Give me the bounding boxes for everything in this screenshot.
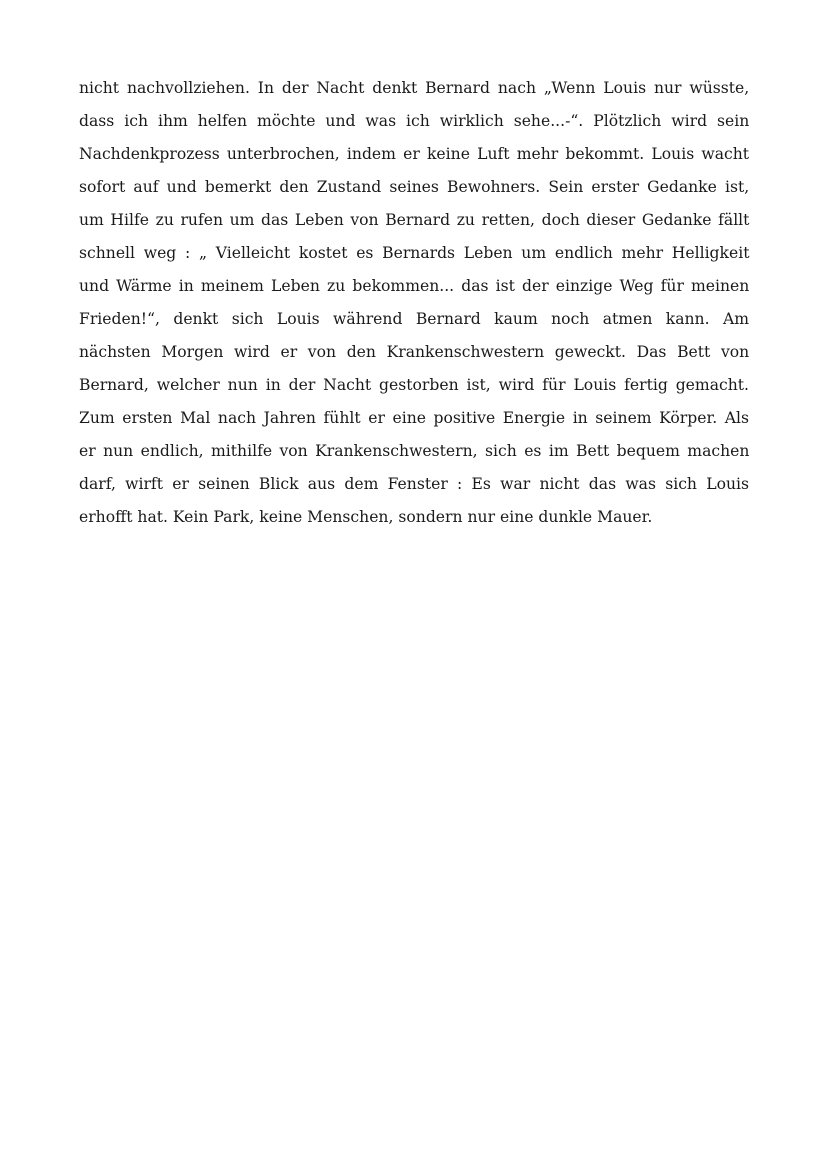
text-line: um Hilfe zu rufen um das Leben von Bernard zu retten, doch dieser Gedanke fällt	[79, 211, 750, 229]
text-line: er nun endlich, mithilfe von Krankenschwestern, sich es im Bett bequem machen	[79, 442, 750, 460]
text-line: sofort auf und bemerkt den Zustand seines Bewohners. Sein erster Gedanke ist,	[79, 178, 750, 196]
text-line: Frieden!“, denkt sich Louis während Bernard kaum noch atmen kann. Am	[79, 310, 749, 328]
story-paragraph	[79, 72, 749, 534]
text-line: Nachdenkprozess unterbrochen, indem er keine Luft mehr bekommt. Louis wacht	[79, 145, 750, 163]
text-line: und Wärme in meinem Leben zu bekommen... das ist der einzige Weg für meinen	[79, 277, 750, 295]
text-line: Zum ersten Mal nach Jahren fühlt er eine positive Energie in seinem Körper. Als	[79, 409, 749, 427]
text-line: schnell weg : „ Vielleicht kostet es Bernards Leben um endlich mehr Helligkeit	[79, 244, 750, 262]
text-line: darf, wirft er seinen Blick aus dem Fenster : Es war nicht das was sich Louis	[79, 475, 749, 493]
text-line: Bernard, welcher nun in der Nacht gestorben ist, wird für Louis fertig gemacht.	[79, 376, 749, 394]
text-line: nicht nachvollziehen. In der Nacht denkt Bernard nach „Wenn Louis nur wüsste,	[79, 79, 750, 97]
text-line: dass ich ihm helfen möchte und was ich wirklich sehe...-“. Plötzlich wird sein	[79, 112, 750, 130]
text-line-last: erhofft hat. Kein Park, keine Menschen, sondern nur eine dunkle Mauer.	[79, 508, 653, 526]
text-line: nächsten Morgen wird er von den Krankenschwestern geweckt. Das Bett von	[79, 343, 750, 361]
